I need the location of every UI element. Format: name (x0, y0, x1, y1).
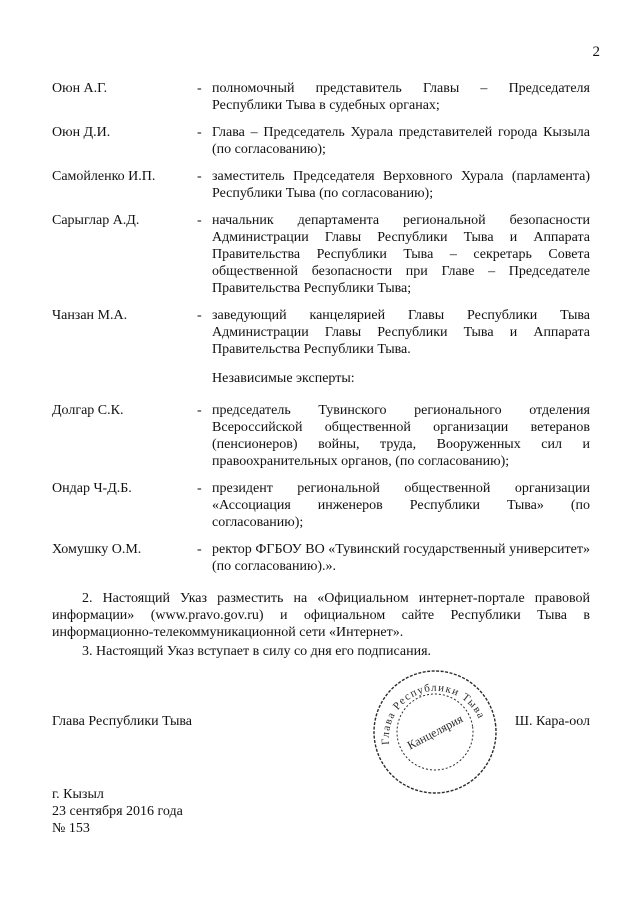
member-row (52, 168, 590, 202)
member-dash: - (197, 125, 202, 140)
document-footer (52, 786, 183, 837)
member-description: Глава – Председатель Хурала представителей города Кызыла (по согласованию); (212, 125, 590, 157)
decree-paragraphs (52, 590, 590, 662)
signature-block (52, 713, 590, 733)
member-row (52, 124, 590, 158)
page-number: 2 (592, 44, 600, 60)
expert-row (52, 480, 590, 531)
member-dash: - (197, 169, 202, 184)
member-name: Оюн А.Г. (52, 81, 108, 96)
member-dash: - (197, 81, 202, 96)
expert-row (52, 402, 590, 470)
member-name: Сарыглар А.Д. (52, 213, 140, 228)
member-row (52, 80, 590, 114)
member-description: заведующий канцелярией Главы Республики Тыва Администрации Главы Республики Тыва и Аппарата Правительства Республики Тыва. (212, 308, 590, 357)
expert-row (52, 541, 590, 575)
member-list (52, 80, 590, 585)
expert-dash: - (197, 403, 202, 418)
expert-description: председатель Тувинского регионального отделения Всероссийской общественной организации ветеранов (пенсионеров) войны, труда, Вооруженных сил и правоохранительных органов, (по согласованию); (212, 403, 590, 469)
decree-paragraph: 2. Настоящий Указ разместить на «Официальном интернет-портале правовой информации» (www.pravo.gov.ru) и официальном сайте Республики Тыва в информационно-телекоммуникационной сети «Интернет». (52, 591, 590, 640)
member-name: Самойленко И.П. (52, 169, 156, 184)
signatory-position: Глава Республики Тыва (52, 714, 193, 729)
member-name: Чанзан М.А. (52, 308, 128, 323)
member-dash: - (197, 308, 202, 323)
stamp-ring-text: Глава Республики Тыва (379, 681, 488, 746)
member-description: полномочный представитель Главы – Председателя Республики Тыва в судебных органах; (212, 81, 590, 113)
signatory-name: Ш. Кара-оол (514, 714, 590, 729)
expert-name: Хомушку О.М. (52, 542, 142, 557)
expert-dash: - (197, 481, 202, 496)
expert-name: Долгар С.К. (52, 403, 124, 418)
expert-description: ректор ФГБОУ ВО «Тувинский государственный университет» (по согласованию).». (212, 542, 590, 574)
expert-name: Ондар Ч-Д.Б. (52, 481, 132, 496)
member-description: начальник департамента региональной безопасности Администрации Главы Республики Тыва и Аппарата Правительства Республики Тыва – секретарь Совета общественной безопасности при Главе – Председателе Правительства Республики Тыва; (212, 213, 590, 296)
member-description: заместитель Председателя Верховного Хурала (парламента) Республики Тыва (по согласованию); (212, 169, 590, 201)
city: г. Кызыл (52, 787, 104, 802)
member-name: Оюн Д.И. (52, 125, 111, 140)
member-dash: - (197, 213, 202, 228)
decree-paragraph: 3. Настоящий Указ вступает в силу со дня его подписания. (82, 644, 432, 659)
decree-number: № 153 (52, 821, 90, 836)
experts-heading: Независимые эксперты: (212, 371, 355, 386)
member-row (52, 307, 590, 358)
official-stamp-icon (366, 668, 504, 796)
expert-dash: - (197, 542, 202, 557)
stamp-center-text: Канцелярия (404, 711, 466, 753)
decree-date: 23 сентября 2016 года (52, 804, 183, 819)
member-row (52, 212, 590, 297)
expert-description: президент региональной общественной организации «Ассоциация инженеров Республики Тыва» (по согласованию); (212, 481, 590, 530)
